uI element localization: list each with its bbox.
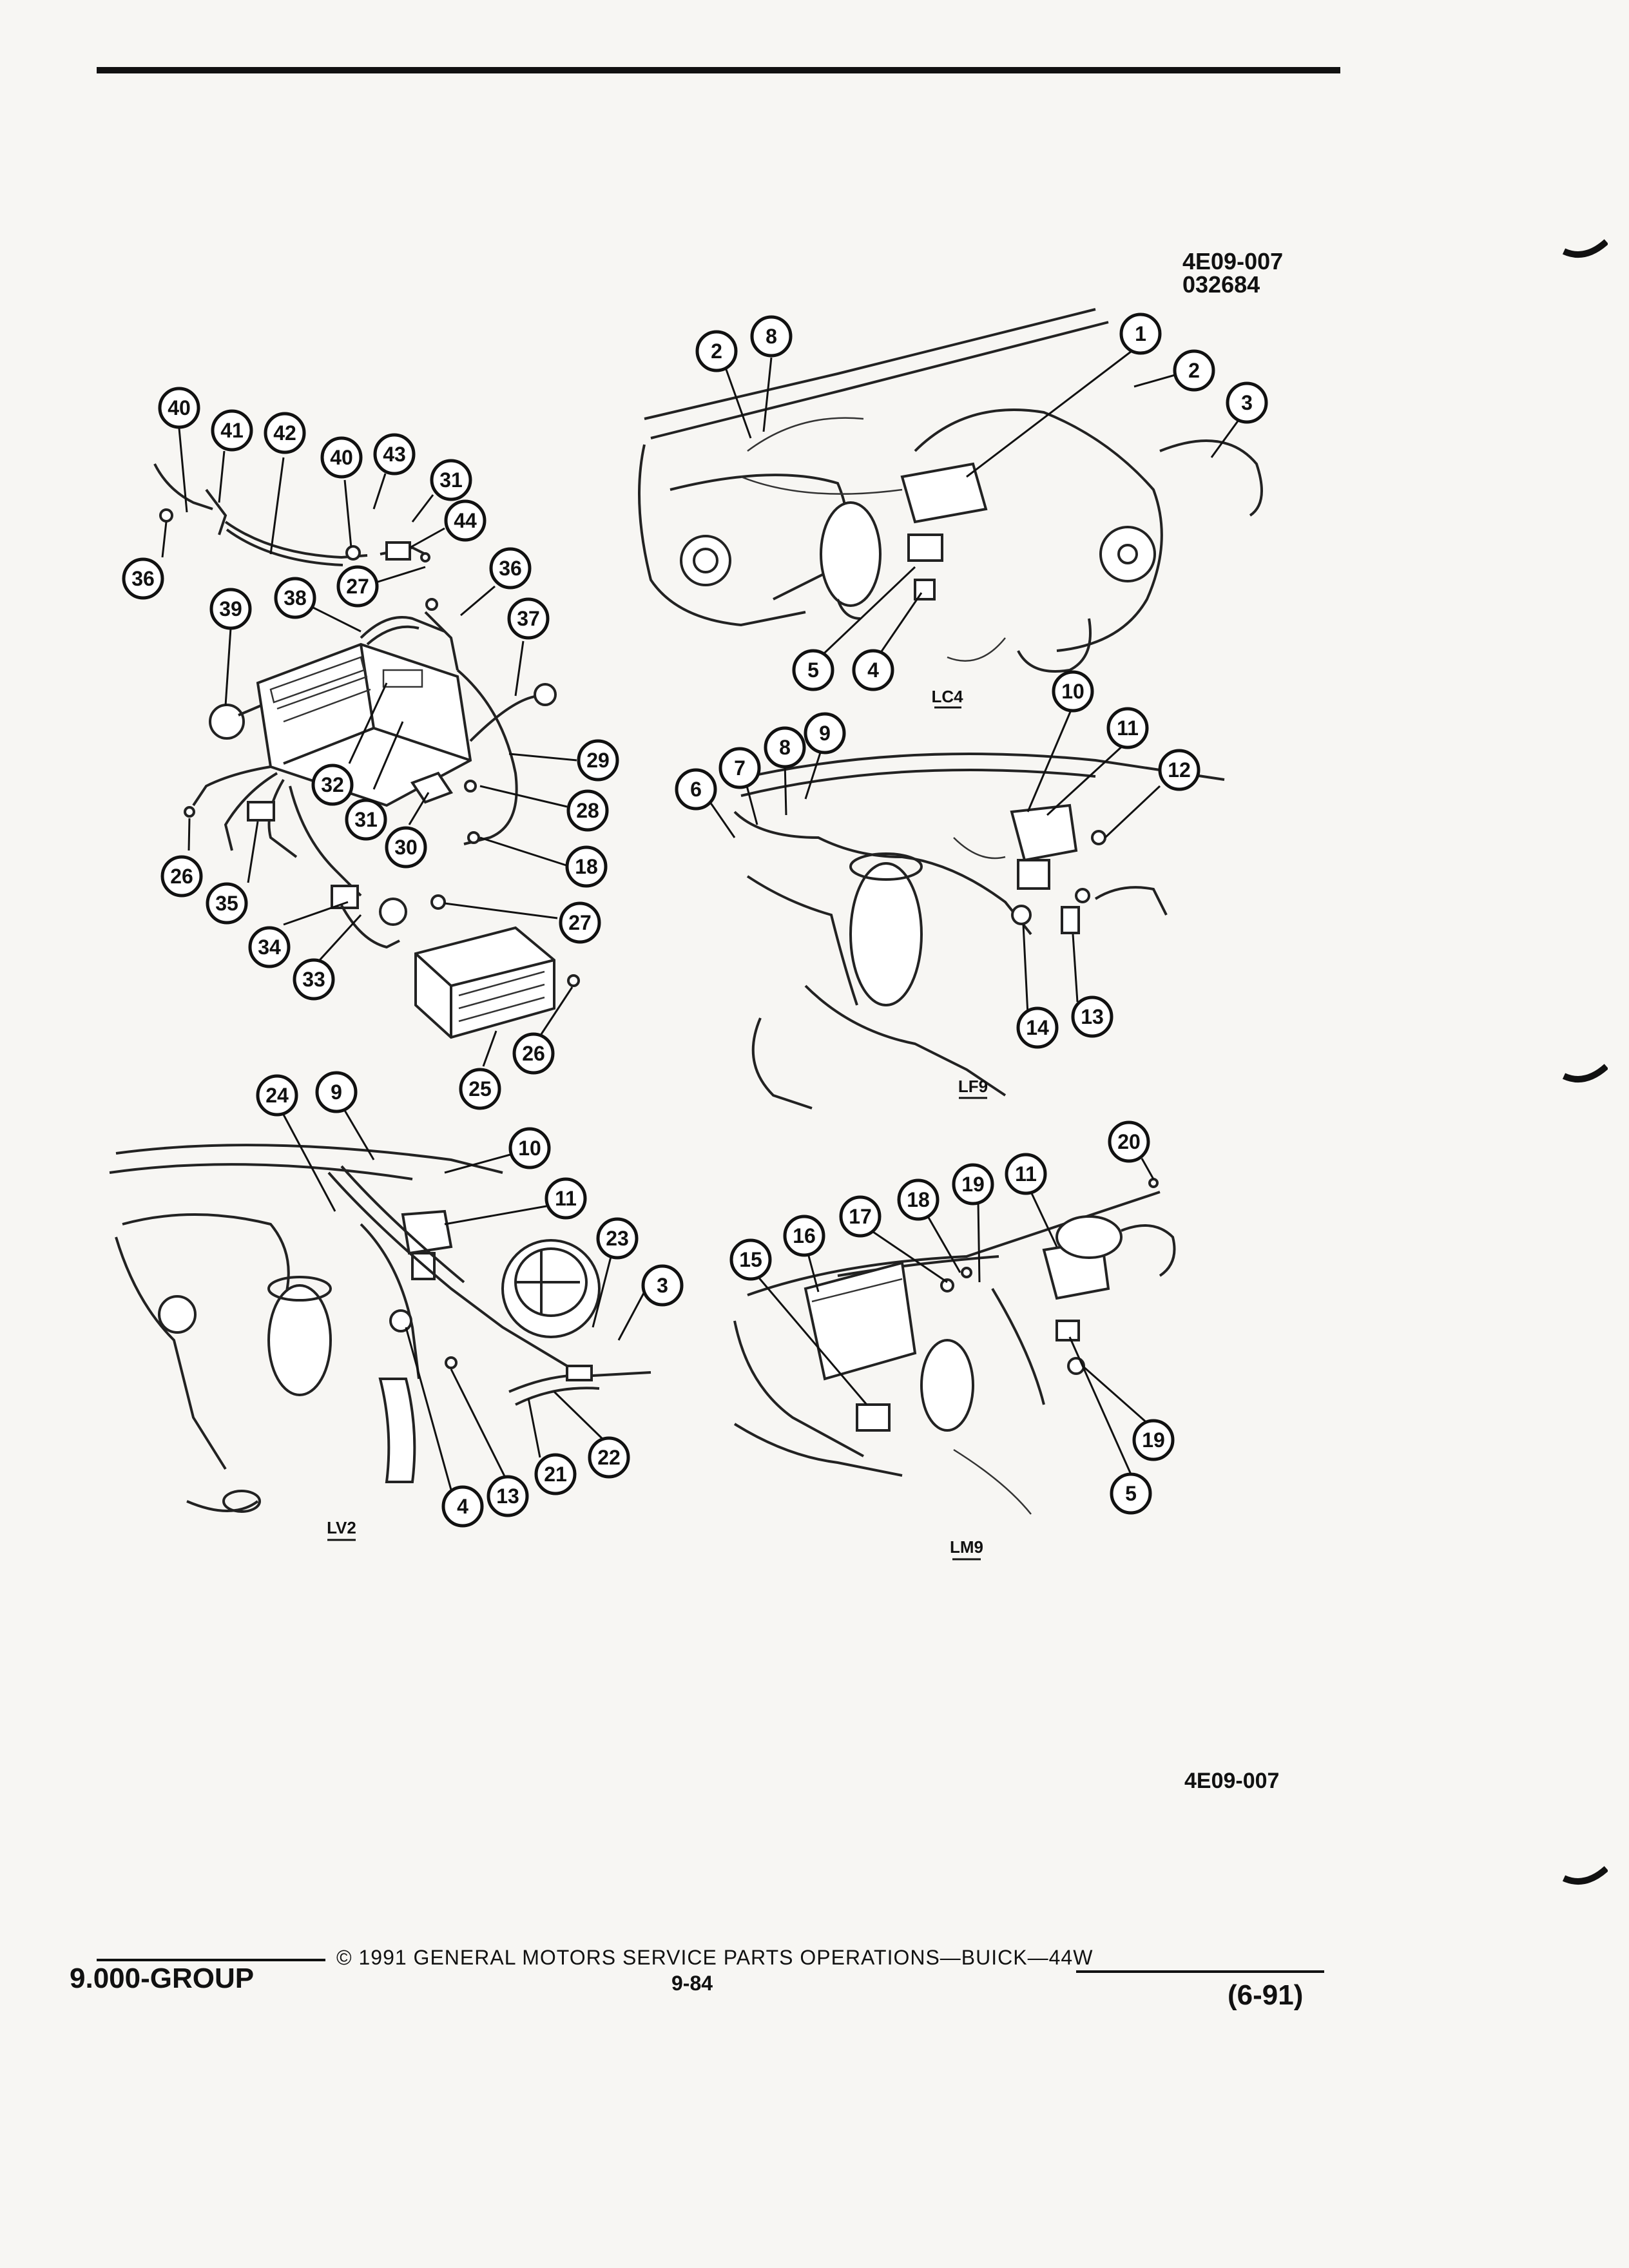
callout-41 — [213, 411, 251, 450]
svg-text:36: 36 — [131, 567, 155, 590]
svg-text:3: 3 — [1241, 391, 1253, 414]
svg-text:7: 7 — [734, 756, 746, 780]
svg-text:8: 8 — [779, 736, 791, 759]
callout-31 — [432, 461, 470, 499]
callout-38 — [276, 579, 314, 617]
callout-40 — [160, 389, 198, 427]
svg-text:35: 35 — [215, 892, 238, 915]
svg-text:11: 11 — [1015, 1162, 1037, 1186]
svg-text:2: 2 — [1188, 359, 1200, 382]
svg-text:19: 19 — [1142, 1428, 1165, 1452]
callout-18 — [899, 1180, 938, 1219]
callout-12 — [1160, 751, 1199, 789]
callout-24 — [258, 1076, 296, 1115]
svg-text:11: 11 — [555, 1187, 577, 1210]
svg-text:34: 34 — [258, 936, 281, 959]
callout-37 — [509, 599, 548, 638]
callout-17 — [841, 1197, 880, 1236]
svg-text:38: 38 — [284, 586, 307, 610]
figure-code: 4E09-007 — [1182, 248, 1284, 274]
svg-text:29: 29 — [586, 749, 610, 772]
callout-10 — [1054, 672, 1092, 711]
svg-text:24: 24 — [265, 1084, 289, 1107]
callout-30 — [387, 828, 425, 867]
svg-text:42: 42 — [273, 421, 296, 445]
callout-28 — [568, 791, 607, 830]
callout-23 — [598, 1219, 637, 1258]
callout-34 — [250, 928, 289, 966]
svg-text:19: 19 — [961, 1173, 985, 1196]
callout-2 — [697, 332, 736, 370]
callout-6 — [677, 770, 715, 809]
callout-3 — [643, 1266, 682, 1305]
svg-text:16: 16 — [793, 1224, 816, 1247]
svg-text:33: 33 — [302, 968, 325, 991]
callout-8 — [752, 317, 791, 356]
callout-19 — [954, 1165, 992, 1204]
svg-text:21: 21 — [544, 1463, 567, 1486]
svg-text:14: 14 — [1026, 1016, 1049, 1039]
callout-22 — [590, 1438, 628, 1477]
footer-rule-right — [1076, 1970, 1324, 1973]
callout-8 — [766, 728, 804, 767]
svg-text:8: 8 — [766, 325, 777, 348]
callout-11 — [546, 1179, 585, 1218]
footer-page-number: 9-84 — [671, 1972, 713, 1995]
callout-11 — [1108, 709, 1147, 747]
svg-text:17: 17 — [849, 1205, 872, 1228]
svg-text:36: 36 — [499, 557, 522, 580]
svg-text:9: 9 — [819, 722, 831, 745]
callout-32 — [313, 765, 352, 804]
callout-20 — [1110, 1122, 1148, 1161]
engine-view-lf9-illustration — [735, 754, 1224, 1108]
callout-40 — [322, 438, 361, 477]
svg-text:4: 4 — [457, 1495, 468, 1518]
svg-text:44: 44 — [454, 509, 477, 532]
svg-text:31: 31 — [354, 808, 378, 831]
svg-text:22: 22 — [597, 1446, 621, 1469]
svg-text:6: 6 — [690, 778, 702, 801]
callout-26 — [514, 1034, 553, 1073]
callout-26 — [162, 857, 201, 896]
callout-42 — [265, 414, 304, 452]
svg-text:25: 25 — [468, 1077, 492, 1100]
svg-text:11: 11 — [1117, 716, 1139, 740]
callout-9 — [805, 714, 844, 753]
callout-16 — [785, 1216, 824, 1255]
callout-10 — [510, 1129, 549, 1168]
callout-1 — [1121, 314, 1160, 353]
svg-text:18: 18 — [907, 1188, 930, 1211]
svg-text:10: 10 — [518, 1137, 541, 1160]
svg-text:15: 15 — [739, 1248, 762, 1271]
view-label-lv2: LV2 — [327, 1518, 356, 1537]
svg-text:40: 40 — [330, 446, 353, 469]
callout-36 — [491, 549, 530, 588]
svg-text:13: 13 — [496, 1485, 519, 1508]
callout-9 — [317, 1073, 356, 1111]
svg-text:43: 43 — [383, 443, 406, 466]
svg-text:10: 10 — [1061, 680, 1084, 703]
callout-27 — [561, 903, 599, 942]
svg-text:1: 1 — [1135, 322, 1146, 345]
callout-39 — [211, 590, 250, 628]
svg-text:27: 27 — [568, 911, 592, 934]
svg-text:20: 20 — [1117, 1130, 1141, 1153]
callout-3 — [1228, 383, 1266, 422]
footer-revision-date: (6-91) — [1228, 1979, 1304, 2011]
callout-31 — [347, 800, 385, 839]
callout-4 — [443, 1487, 482, 1526]
callout-13 — [488, 1477, 527, 1515]
callout-15 — [731, 1240, 770, 1279]
callout-43 — [375, 435, 414, 474]
svg-text:23: 23 — [606, 1227, 629, 1250]
svg-text:41: 41 — [220, 419, 244, 442]
svg-text:5: 5 — [807, 658, 819, 682]
svg-text:5: 5 — [1125, 1482, 1137, 1505]
callout-14 — [1018, 1008, 1057, 1047]
footer-group: 9.000-GROUP — [70, 1963, 255, 1994]
svg-text:3: 3 — [657, 1274, 668, 1297]
callout-2 — [1175, 351, 1213, 390]
view-label-lm9: LM9 — [950, 1537, 983, 1557]
callout-4 — [854, 651, 892, 689]
svg-text:40: 40 — [168, 396, 191, 419]
svg-text:27: 27 — [346, 575, 369, 598]
svg-text:37: 37 — [517, 607, 540, 630]
callout-36 — [124, 559, 162, 598]
view-label-lc4: LC4 — [931, 687, 963, 706]
callout-5 — [794, 651, 833, 689]
callout-19 — [1134, 1421, 1173, 1459]
svg-text:39: 39 — [219, 597, 242, 620]
svg-text:28: 28 — [576, 799, 599, 822]
svg-text:18: 18 — [575, 855, 598, 878]
svg-text:26: 26 — [170, 865, 193, 888]
figure-code-bottom: 4E09-007 — [1184, 1769, 1280, 1793]
figure-code-sub: 032684 — [1182, 271, 1260, 298]
svg-text:30: 30 — [394, 836, 418, 859]
callout-29 — [579, 741, 617, 780]
callout-27 — [338, 567, 377, 606]
callout-11 — [1007, 1155, 1045, 1193]
callout-21 — [536, 1455, 575, 1494]
callout-7 — [720, 749, 759, 787]
callout-35 — [207, 884, 246, 923]
svg-text:12: 12 — [1168, 758, 1191, 782]
callout-13 — [1073, 997, 1112, 1036]
callout-44 — [446, 501, 485, 540]
callout-25 — [461, 1070, 499, 1108]
svg-text:26: 26 — [522, 1042, 545, 1065]
callout-33 — [294, 960, 333, 999]
svg-text:32: 32 — [321, 773, 344, 796]
svg-text:13: 13 — [1081, 1005, 1104, 1028]
svg-text:4: 4 — [867, 658, 879, 682]
svg-text:9: 9 — [331, 1081, 342, 1104]
svg-text:31: 31 — [439, 468, 463, 492]
view-label-lf9: LF9 — [958, 1077, 988, 1096]
svg-text:2: 2 — [711, 340, 722, 363]
callout-18 — [567, 847, 606, 886]
footer-rule-left — [97, 1959, 325, 1961]
footer-copyright: © 1991 GENERAL MOTORS SERVICE PARTS OPERATIONS—BUICK—44W — [336, 1946, 1094, 1969]
callout-5 — [1112, 1474, 1150, 1513]
